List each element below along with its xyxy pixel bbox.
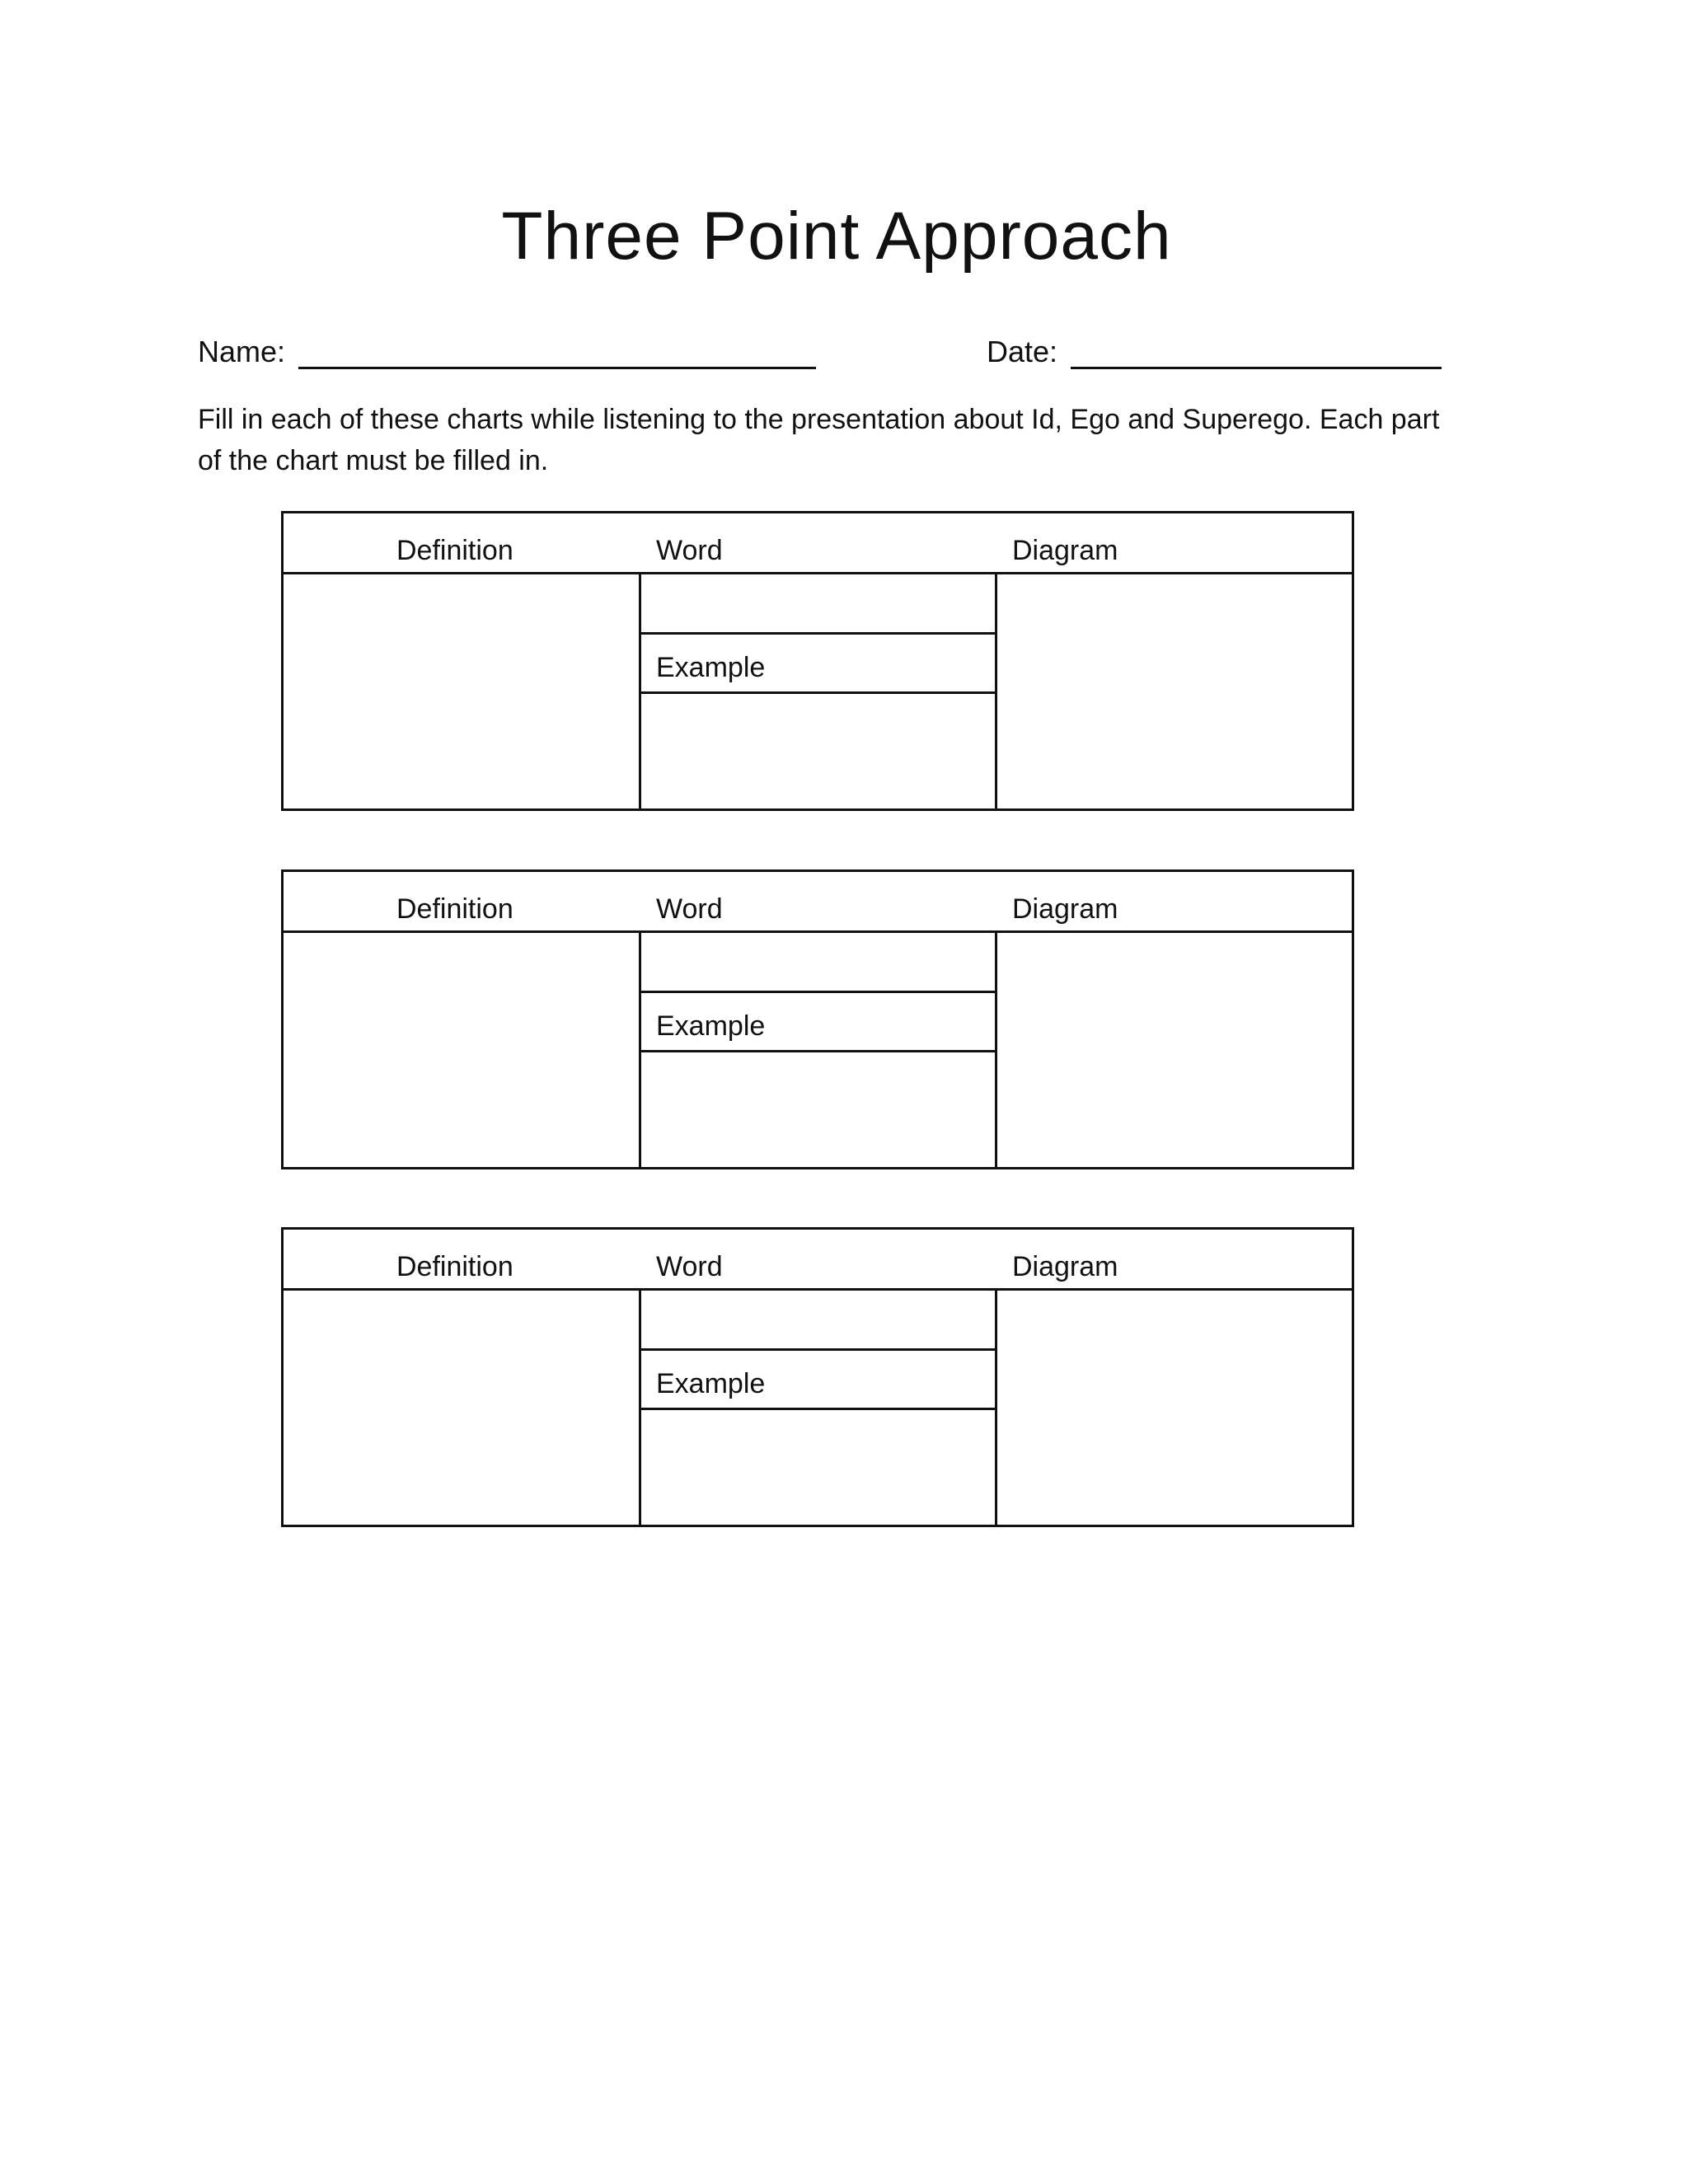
name-label: Name: — [198, 335, 286, 368]
row-divider — [641, 1348, 995, 1351]
definition-header: Definition — [396, 1251, 513, 1282]
definition-cell[interactable] — [284, 935, 639, 1167]
diagram-cell[interactable] — [997, 1293, 1352, 1525]
word-header: Word — [656, 535, 723, 566]
date-field — [987, 330, 1442, 369]
word-header: Word — [656, 1251, 723, 1282]
name-blank-line[interactable] — [298, 334, 816, 369]
definition-cell[interactable] — [284, 1293, 639, 1525]
diagram-header: Diagram — [1012, 1251, 1118, 1282]
chart-table — [281, 869, 1354, 1169]
word-cell[interactable] — [641, 577, 995, 632]
word-header: Word — [656, 893, 723, 925]
date-label: Date: — [987, 335, 1058, 368]
example-label: Example — [656, 1010, 766, 1042]
example-cell[interactable] — [641, 694, 995, 808]
instructions-text: Fill in each of these charts while listening to the presentation about Id, Ego and Superego. Each part of the chart must be filled in. — [198, 404, 1440, 476]
example-label: Example — [656, 652, 766, 683]
word-cell[interactable] — [641, 1293, 995, 1348]
definition-header: Definition — [396, 893, 513, 925]
word-cell[interactable] — [641, 935, 995, 991]
chart-header-row — [284, 513, 1352, 574]
example-cell[interactable] — [641, 1410, 995, 1525]
chart-table — [281, 1227, 1354, 1527]
row-divider — [641, 632, 995, 635]
page-title: Three Point Approach — [501, 199, 1172, 274]
row-divider — [641, 1050, 995, 1052]
chart-header-row — [284, 1230, 1352, 1291]
column-divider — [995, 1291, 997, 1525]
definition-cell[interactable] — [284, 577, 639, 808]
column-divider — [995, 933, 997, 1167]
chart-header-row — [284, 872, 1352, 933]
diagram-cell[interactable] — [997, 577, 1352, 808]
example-cell[interactable] — [641, 1052, 995, 1167]
row-divider — [641, 1408, 995, 1410]
diagram-header: Diagram — [1012, 535, 1118, 566]
diagram-header: Diagram — [1012, 893, 1118, 925]
name-field — [198, 330, 816, 369]
column-divider — [995, 574, 997, 808]
example-label: Example — [656, 1368, 766, 1399]
row-divider — [641, 691, 995, 694]
chart-table — [281, 511, 1354, 811]
diagram-cell[interactable] — [997, 935, 1352, 1167]
date-blank-line[interactable] — [1071, 334, 1442, 369]
definition-header: Definition — [396, 535, 513, 566]
row-divider — [641, 991, 995, 993]
